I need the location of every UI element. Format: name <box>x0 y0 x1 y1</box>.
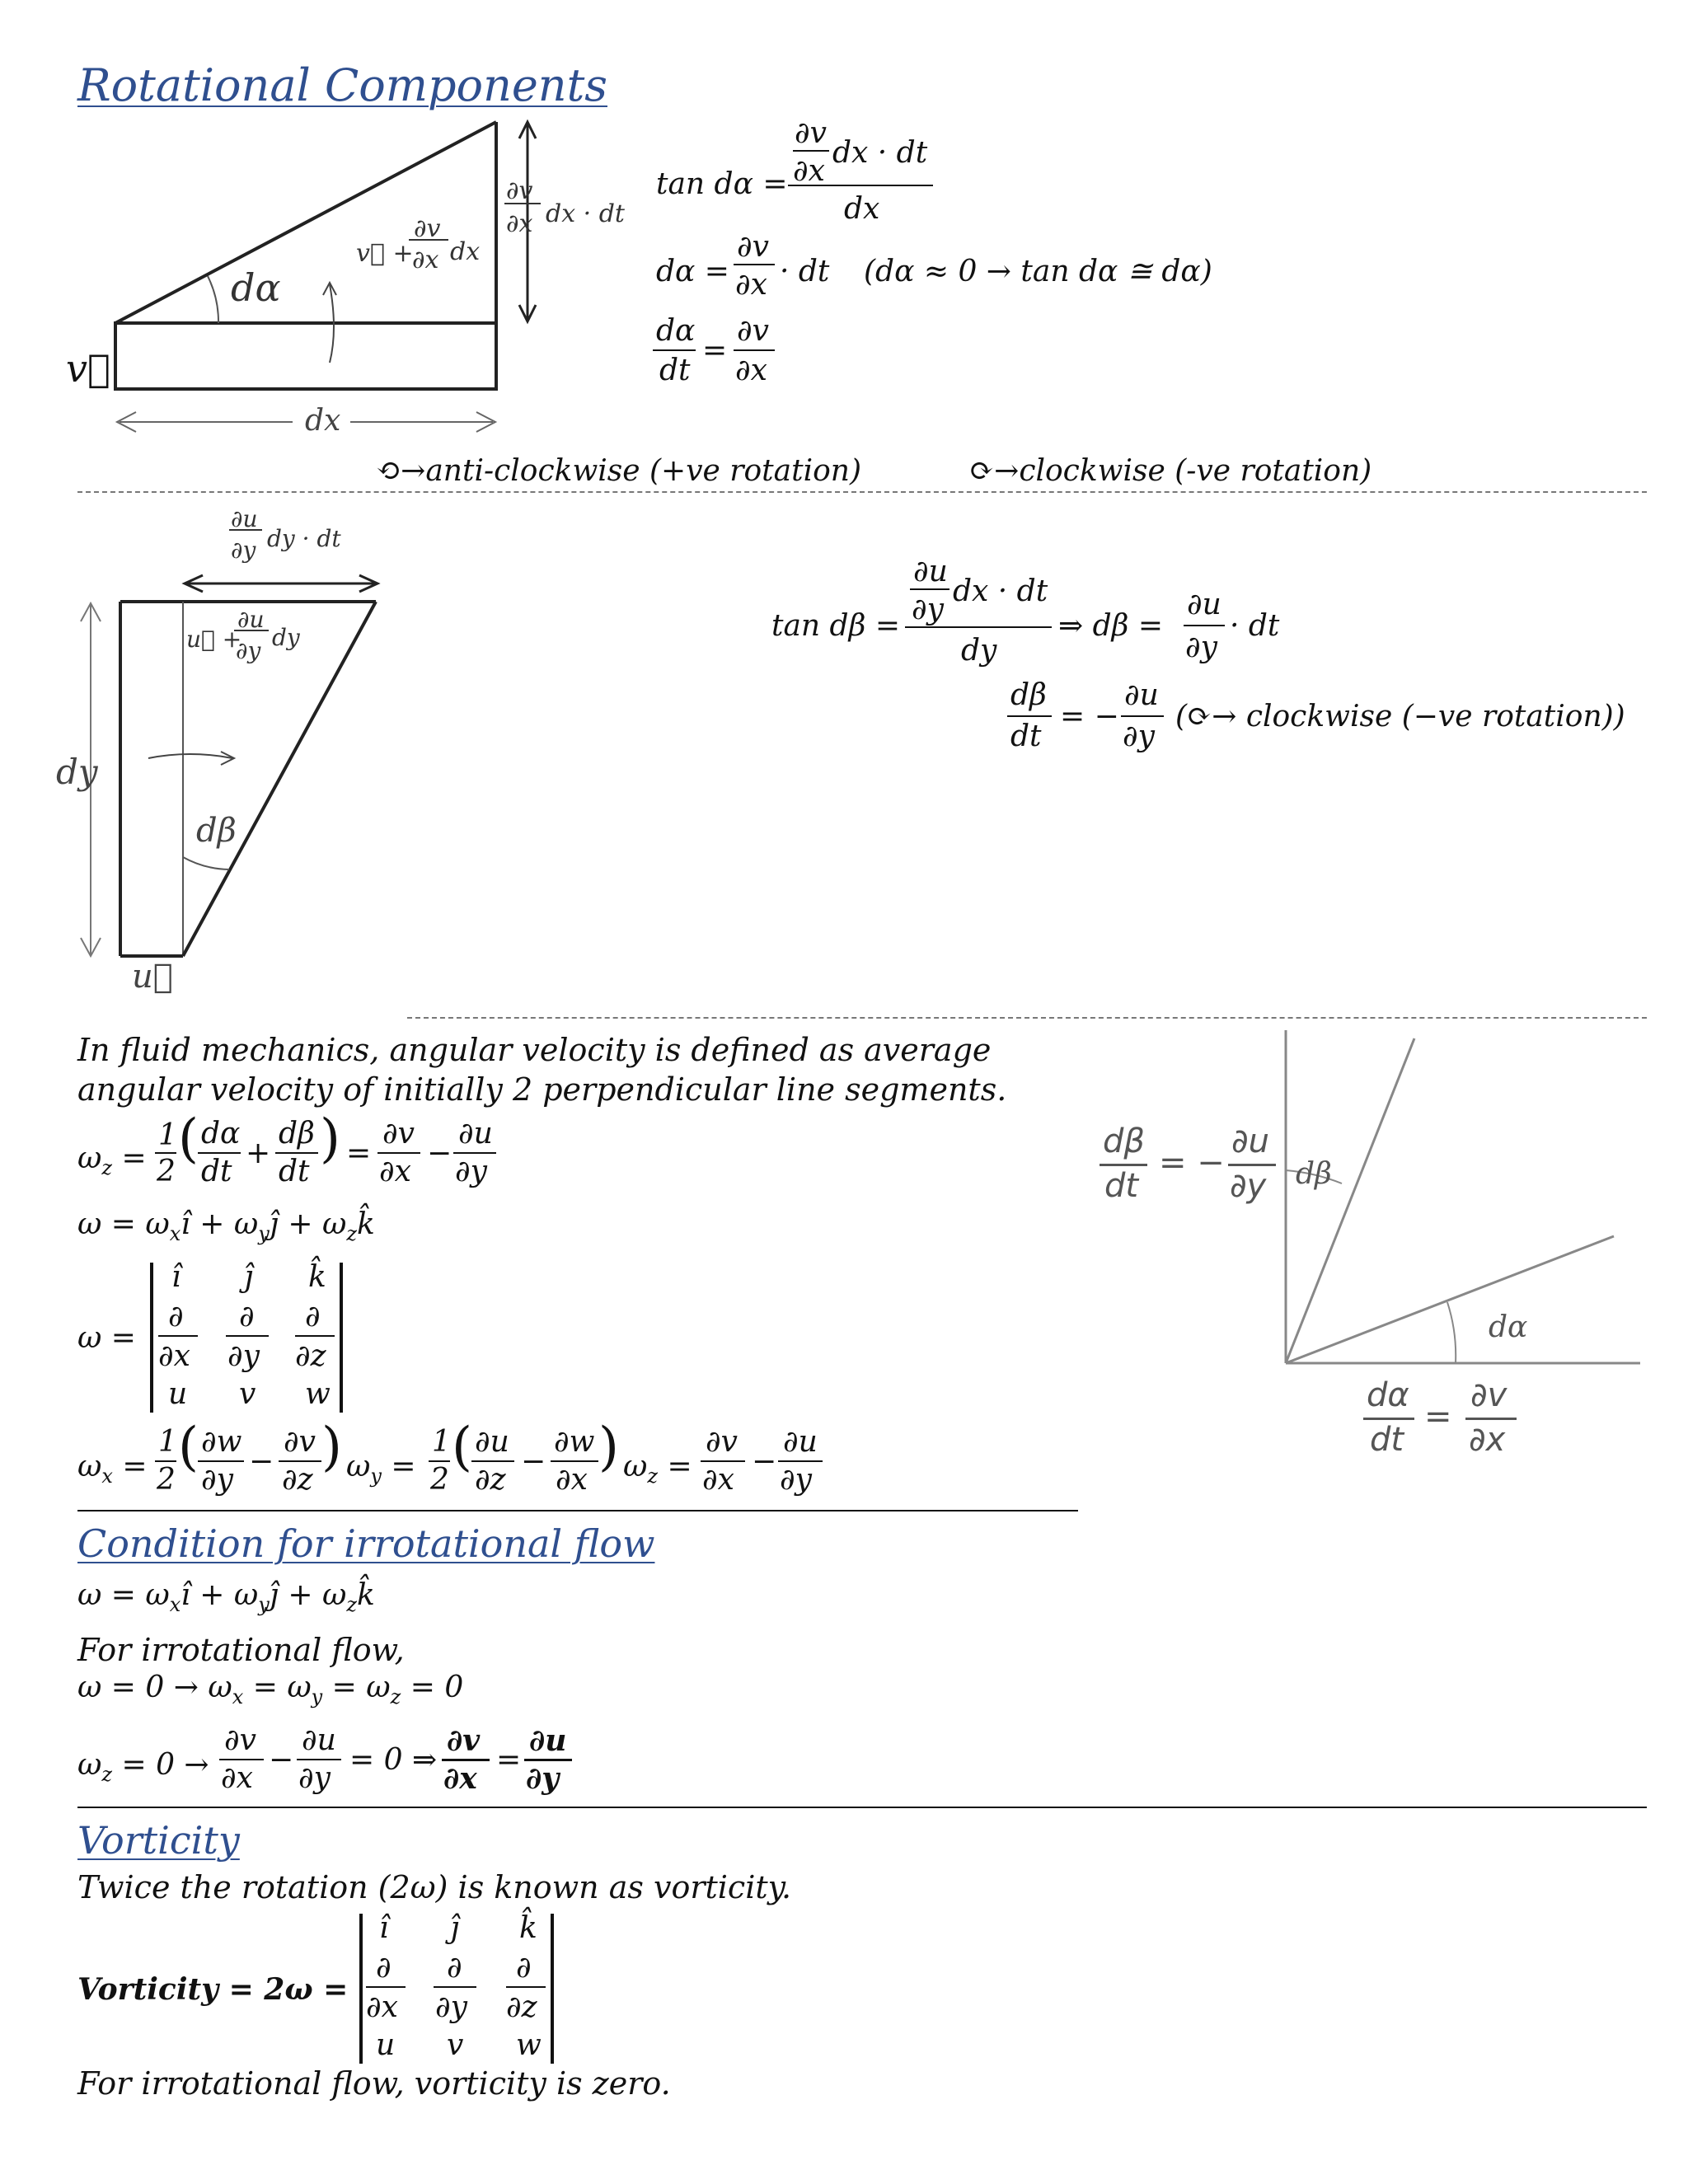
eq-omega-vector: $\omega = \omega_xî$ + $\omega_yĵ$ + $\omega_zk̂$ <box>77 1207 375 1246</box>
vorticity-conclusion: For irrotational flow, vorticity is zero. <box>77 2065 671 2102</box>
dbeta-label: dβ <box>196 812 237 850</box>
vorticity-heading: Vorticity <box>77 1818 240 1863</box>
irrotational-zero: $\omega = 0 \to \omega_x = \omega_y = \omega_z = 0$ <box>77 1671 464 1709</box>
matrix-u: u <box>168 1377 188 1411</box>
u-vector-label: u⃗ <box>132 958 173 996</box>
vorticity-formula-label: Vorticity = 2ω = <box>77 1972 349 2007</box>
anticlockwise-legend: ⟲→anti-clockwise (+ve rotation) <box>376 454 861 488</box>
v-vector-label: v⃗ <box>66 346 110 391</box>
irrotational-omega-vector: $\omega = \omega_xî$ + $\omega_yĵ$ + $\omega_zk̂$ <box>77 1578 375 1617</box>
fig3-dbeta-label: dβ <box>1296 1157 1332 1191</box>
matrix-v: v <box>239 1377 256 1411</box>
definition-text: In fluid mechanics, angular velocity is defined as average angular velocity of initially 2 perpendicular line segments. <box>77 1032 1007 1108</box>
matrix-k: k̂ <box>308 1260 326 1294</box>
dy-label: dy <box>56 752 98 792</box>
section-divider-dashed-2 <box>407 1017 1647 1019</box>
matrix-i: î <box>171 1260 181 1294</box>
irrotational-rule <box>77 1807 1647 1808</box>
fig3-dalpha-label: dα <box>1489 1310 1528 1344</box>
clockwise-legend: ⟳→clockwise (-ve rotation) <box>969 454 1372 488</box>
figure-angular-velocity <box>1269 1030 1648 1376</box>
matrix-j: ĵ <box>244 1260 254 1294</box>
dalpha-label: dα <box>231 265 281 310</box>
irrotational-heading: Condition for irrotational flow <box>77 1521 655 1566</box>
irrotational-intro: For irrotational flow, <box>77 1632 405 1668</box>
matrix-w: w <box>305 1377 331 1411</box>
definition-rule <box>77 1510 1078 1511</box>
vorticity-definition: Twice the rotation (2ω) is known as vorticity. <box>77 1869 792 1905</box>
dx-label: dx <box>305 404 341 438</box>
section-divider-dashed <box>77 491 1647 493</box>
figure-rotation-v <box>58 115 651 445</box>
page-title: Rotational Components <box>77 59 607 111</box>
